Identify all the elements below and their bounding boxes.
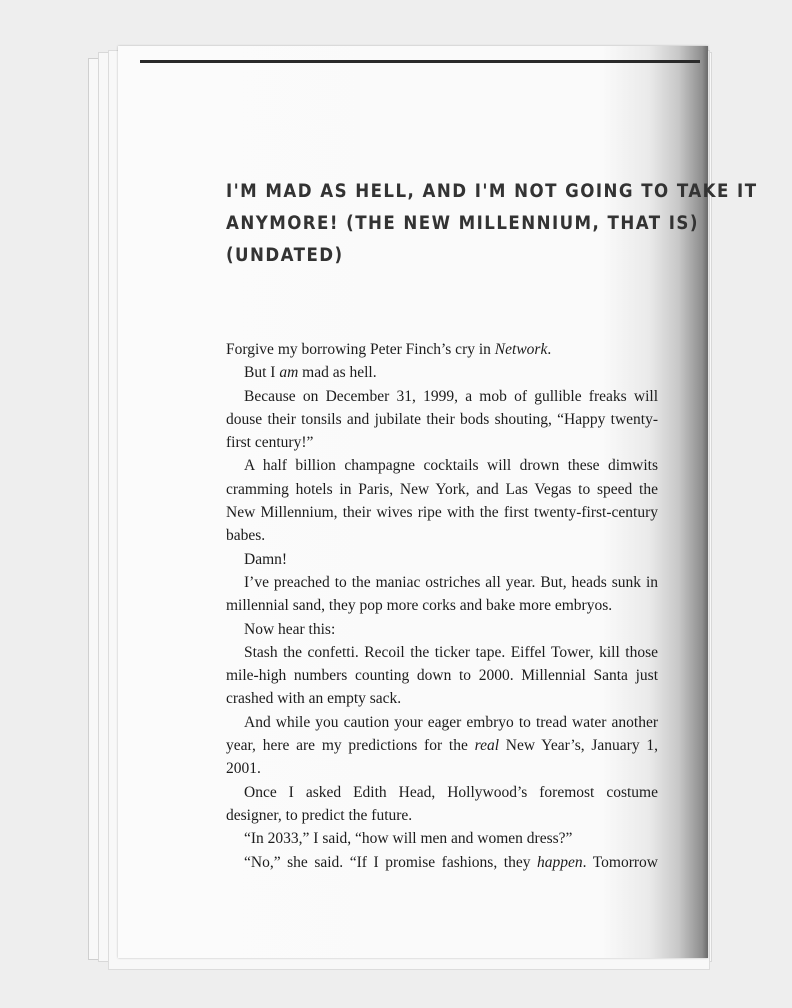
paragraph: Forgive my borrowing Peter Finch’s cry in Network. <box>226 341 552 358</box>
paragraph: A half billion champagne cocktails will drown these dimwits cramming hotels in Paris, New York, and Las Vegas to speed the New Millennium, their wives ripe with the first twenty-first-century babes. <box>226 457 658 545</box>
paragraph: I’ve preached to the maniac ostriches all year. But, heads sunk in millennial sand, they pop more corks and bake more embryos. <box>226 573 658 615</box>
book-page <box>118 46 758 958</box>
title-line: ANYMORE! (THE NEW MILLENNIUM, THAT IS) <box>226 213 699 234</box>
paragraph: But I am mad as hell. <box>244 364 377 382</box>
paragraph: Because on December 31, 1999, a mob of gullible freaks will douse their tonsils and jubilate their bods shouting, “Happy twenty-first century!” <box>226 387 658 452</box>
paragraph: Stash the confetti. Recoil the ticker tape. Eiffel Tower, kill those mile-high numbers counting down to 2000. Millennial Santa just crashed with an empty sack. <box>226 643 658 708</box>
paragraph: “In 2033,” I said, “how will men and women dress?” <box>244 830 573 848</box>
body-text <box>226 338 658 874</box>
title-line: I'M MAD AS HELL, AND I'M NOT GOING TO TAKE IT <box>226 181 758 202</box>
paragraph: And while you caution your eager embryo to tread water another year, here are my predictions for the real New Year’s, January 1, 2001. <box>226 713 658 778</box>
paragraph: “No,” she said. “If I promise fashions, they happen. Tomorrow <box>244 853 658 871</box>
paragraph: Once I asked Edith Head, Hollywood’s foremost costume designer, to predict the future. <box>226 783 658 824</box>
title-line: (UNDATED) <box>226 245 344 266</box>
chapter-title <box>226 176 758 272</box>
paragraph: Now hear this: <box>244 620 336 638</box>
paragraph: Damn! <box>244 550 288 568</box>
top-rule <box>140 60 700 63</box>
